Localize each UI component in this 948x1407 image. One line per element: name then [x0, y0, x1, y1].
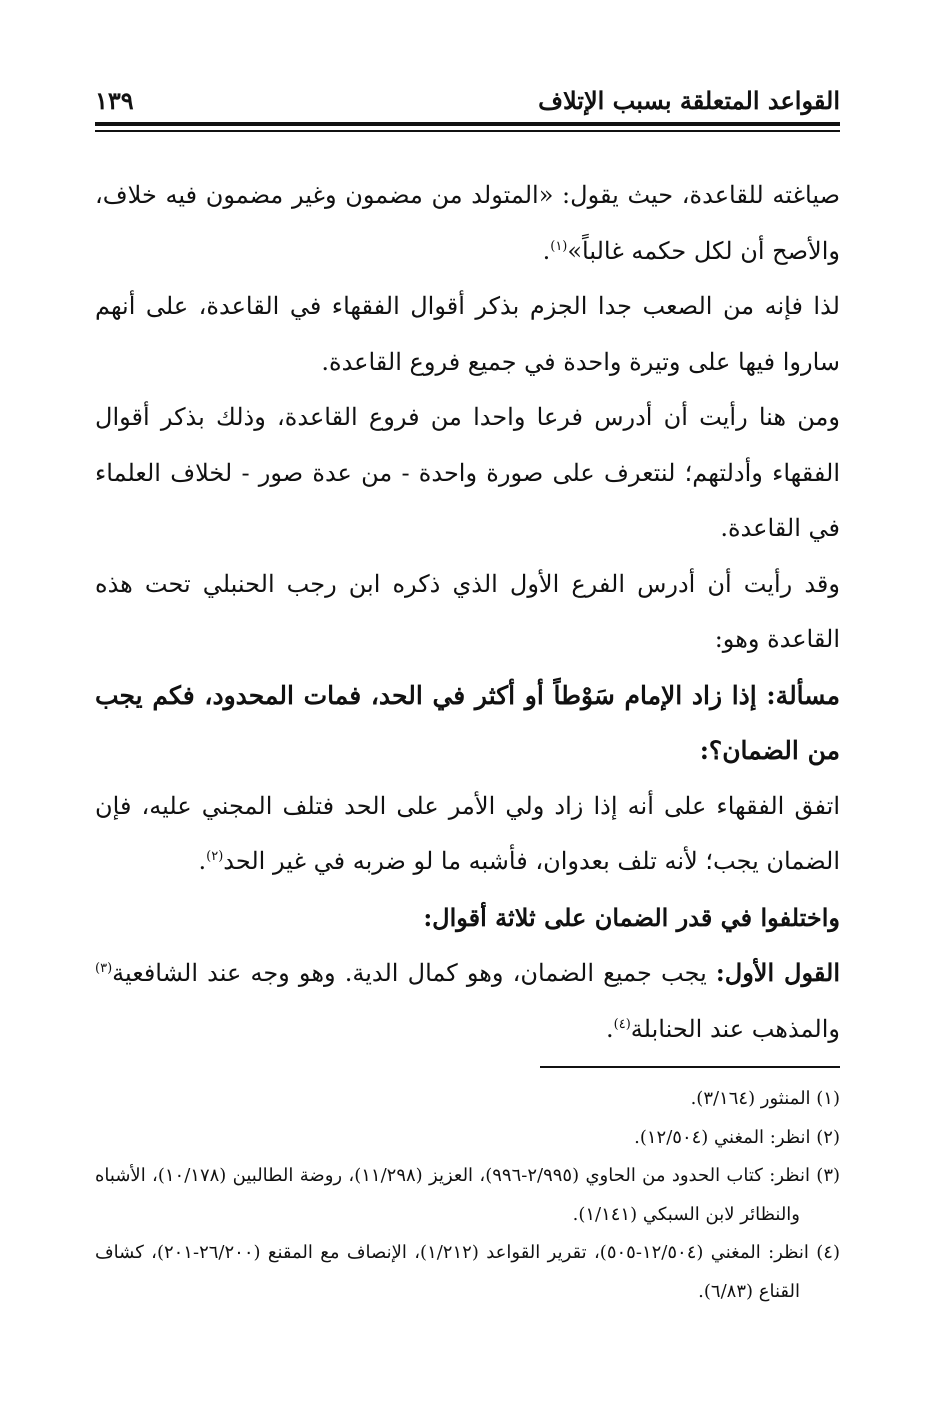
- page-number: ١٣٩: [95, 86, 134, 115]
- paragraph-3: ومن هنا رأيت أن أدرس فرعا واحدا من فروع القاعدة، وذلك بذكر أقوال الفقهاء وأدلتهم؛ لنتعرف على صورة واحدة - من عدة صور - لخلاف العلماء في القاعدة.: [95, 403, 840, 542]
- header-rule-thick: [95, 122, 840, 126]
- paragraph-7: القول الأول: يجب جميع الضمان، وهو كمال الدية. وهو وجه عند الشافعية$^{(٣)}$ والمذهب عند الحنابلة$^{(٤)}$.: [95, 958, 841, 1043]
- paragraph-6: واختلفوا في قدر الضمان على ثلاثة أقوال:: [423, 902, 840, 932]
- paragraph-2: لذا فإنه من الصعب جدا الجزم بذكر أقوال الفقهاء في القاعدة، على أنهم ساروا فيها على وتيرة واحدة في جميع فروع القاعدة.: [95, 292, 840, 376]
- footnote-1: (١) المنثور (٣/١٦٤).: [690, 1088, 840, 1109]
- footnote-3: (٣) انظر: كتاب الحدود من الحاوي (٢/٩٩٥-٩٩٦)، العزيز (١١/٢٩٨)، روضة الطالبين (١٠/١٧٨)، الأشباه والنظائر لابن السبكي (١/١٤١).: [95, 1165, 841, 1225]
- paragraph-1: صياغته للقاعدة، حيث يقول: «المتولد من مضمون وغير مضمون فيه خلاف، والأصح أن لكل حكمه غالباً»$^{(١)}$.: [95, 181, 840, 265]
- paragraph-4: وقد رأيت أن أدرس الفرع الأول الذي ذكره ابن رجب الحنبلي تحت هذه القاعدة وهو:: [95, 569, 840, 653]
- footnote-separator: [540, 1066, 840, 1068]
- footnote-ref-1[interactable]: (١): [550, 238, 568, 254]
- main-text: [95, 168, 840, 1057]
- paragraph-5: اتفق الفقهاء على أنه إذا زاد ولي الأمر على الحد فتلف المجني عليه، فإن الضمان يجب؛ لأنه تلف بعدوان، فأشبه ما لو ضربه في غير الحد$^{(٢)}$.: [95, 791, 840, 875]
- running-title: القواعد المتعلقة بسبب الإتلاف: [538, 86, 840, 115]
- footnote-ref-2[interactable]: (٢): [206, 849, 224, 864]
- footnote-ref-4[interactable]: (٤): [613, 1016, 631, 1032]
- page: [95, 0, 840, 1407]
- footnotes: [95, 1080, 840, 1311]
- footnote-ref-3[interactable]: (٣): [95, 961, 113, 976]
- page-header: [95, 86, 840, 126]
- header-rule-thin: [95, 130, 840, 132]
- question-heading: مسألة: إذا زاد الإمام سَوْطاً أو أكثر في الحد، فمات المحدود، فكم يجب من الضمان؟:: [95, 680, 840, 765]
- footnote-2: (٢) انظر: المغني (١٢/٥٠٤).: [634, 1126, 840, 1148]
- footnote-4: (٤) انظر: المغني (١٢/٥٠٤-٥٠٥)، تقرير القواعد (١/٢١٢)، الإنصاف مع المقنع (٢٦/٢٠٠-٢٠١)، كشاف القناع (٦/٨٣).: [95, 1242, 840, 1302]
